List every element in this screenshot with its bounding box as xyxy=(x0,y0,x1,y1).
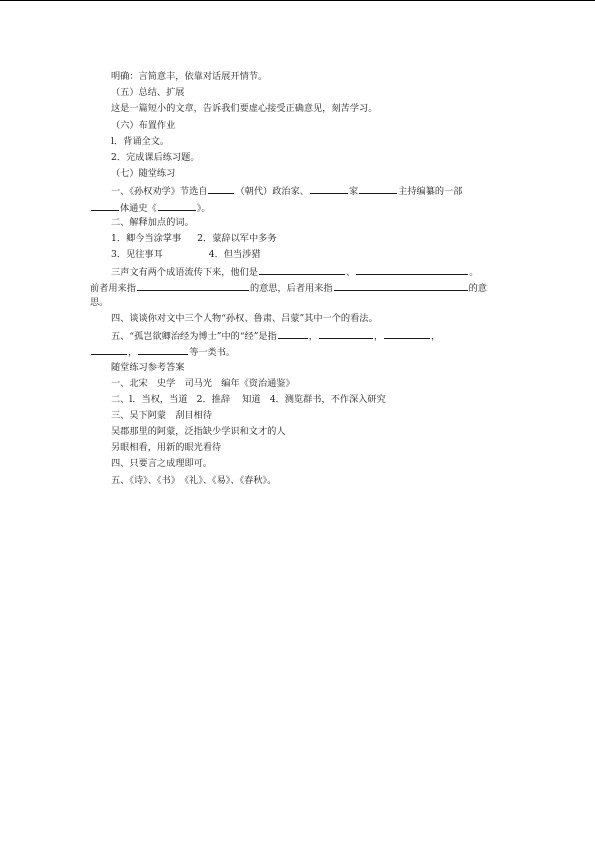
blank-style[interactable] xyxy=(91,202,119,211)
question-1-line-1: 一、《孙权劝学》节选自 （朝代）政治家、 家 主持编纂的一部 xyxy=(111,186,463,197)
blank-classic-1[interactable] xyxy=(278,330,308,339)
blank-meaning-1[interactable] xyxy=(137,282,249,291)
blank-idiom-1[interactable] xyxy=(259,266,345,275)
question-5-line-2: ， 等一类书。 xyxy=(90,346,235,357)
answer-4: 四、只要言之成理即可。 xyxy=(111,458,213,469)
answer-3-meaning-1: 吴郡那里的阿蒙，泛指缺少学识和文才的人 xyxy=(111,426,286,437)
section-heading-summary: （五）总结、扩展 xyxy=(111,87,185,98)
blank-classic-2[interactable] xyxy=(319,330,373,339)
word-item-2: 2．蒙辞以军中多务 xyxy=(197,233,277,244)
question-1-line-2: 体通史《 》。 xyxy=(90,202,211,213)
summary-text: 这是一篇短小的文章，告诉我们要虚心接受正确意见，刻苦学习。 xyxy=(111,103,378,114)
question-2-title: 二、解释加点的词。 xyxy=(111,217,194,228)
blank-dynasty[interactable] xyxy=(208,185,234,194)
section-heading-homework: （六）布置作业 xyxy=(111,120,176,131)
section-heading-exercise: （七）随堂练习 xyxy=(111,168,176,179)
blank-classic-3[interactable] xyxy=(384,330,430,339)
question-3-line-3: 思。 xyxy=(90,297,109,308)
word-item-3: 3．见往事耳 xyxy=(111,249,163,260)
blank-idiom-2[interactable] xyxy=(356,266,468,275)
question-3-line-2: 前者用来指 的意思，后者用来指 的意 xyxy=(90,283,487,294)
homework-item-2: 2．完成课后练习题。 xyxy=(111,152,200,163)
question-2-row-1 xyxy=(111,234,277,243)
question-5-line-1: 五、“孤岂欲卿治经为博士”中的“经”是指 ， ， ， xyxy=(111,331,441,342)
answer-3: 三、吴下阿蒙 刮目相待 xyxy=(111,410,213,421)
question-2-row-2 xyxy=(111,250,261,259)
page-top-rule xyxy=(0,0,595,1)
blank-meaning-2[interactable] xyxy=(334,282,468,291)
blank-book[interactable] xyxy=(158,202,196,211)
answer-5: 五、《诗》、《书》 《礼》、《易》、《春秋》。 xyxy=(111,475,277,486)
blank-classic-5[interactable] xyxy=(138,346,188,355)
blank-field[interactable] xyxy=(310,185,348,194)
conclusion-line: 明确：言简意丰，依靠对话展开情节。 xyxy=(111,71,268,82)
answers-title: 随堂练习参考答案 xyxy=(111,362,185,373)
blank-author[interactable] xyxy=(359,185,397,194)
word-item-1: 1．卿今当涂掌事 xyxy=(111,233,182,244)
question-4: 四、谈谈你对文中三个人物“孙权、鲁肃、吕蒙”其中一个的看法。 xyxy=(111,313,378,324)
question-1-text: 一、《孙权劝学》节选自 xyxy=(111,186,208,197)
answer-2: 二、l．当权，当道 2．推辞 知道 4．测览群书，不作深入研究 xyxy=(111,394,386,405)
blank-classic-4[interactable] xyxy=(91,346,127,355)
word-item-4: 4．但当涉猎 xyxy=(208,249,261,260)
question-3-line-1: 三声文有两个成语流传下来，他们是 、 。 xyxy=(111,267,479,278)
homework-item-1: l．背诵全文。 xyxy=(111,136,170,147)
answer-3-meaning-2: 另眼相看，用新的眼光看待 xyxy=(111,442,222,453)
answer-1: 一、北宋 史学 司马光 编年《资治通鉴》 xyxy=(111,378,295,389)
